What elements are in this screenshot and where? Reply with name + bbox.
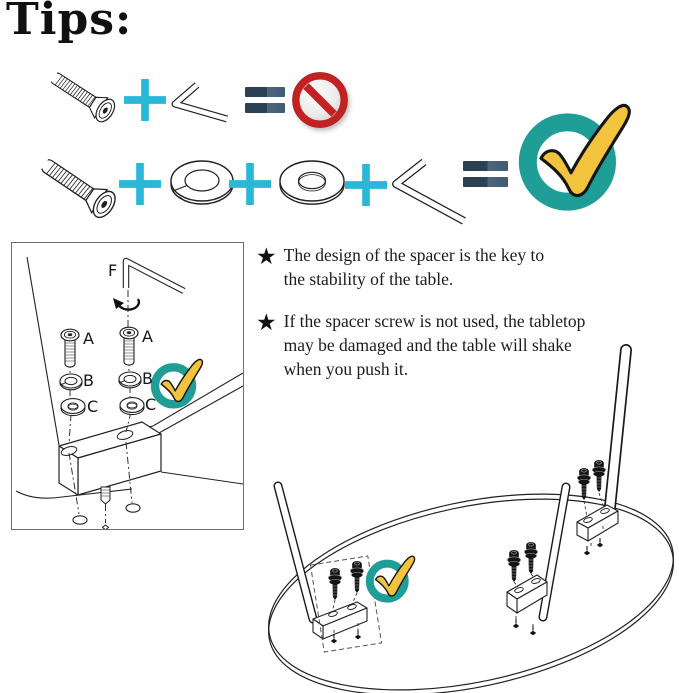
plus-icon [345,164,387,206]
screw-icon [120,327,138,365]
spacer-detail-drawing [12,243,243,529]
screw-icon [61,329,79,367]
screw-tip-marker [530,626,536,635]
screw-icon [577,468,590,500]
equals-icon [463,161,508,187]
flat-washer-icon [277,157,347,207]
note-line: The design of the spacer is the key to [283,245,545,265]
star-bullet-icon: ★ [256,243,277,269]
label-a: A [83,329,94,348]
table-leg [543,487,566,617]
plus-icon [119,163,161,205]
spring-washer-icon [167,157,237,207]
screw-icon [350,561,363,593]
table-leg [278,486,313,619]
spacer-block [313,602,367,639]
screw-icon [328,568,341,600]
screw-icon [524,542,537,574]
spacer-stud [101,487,110,504]
note-line: may be damaged and the table will shake [283,335,572,355]
label-c: C [145,395,157,414]
page-title: Tips: [6,0,133,45]
plus-icon [124,79,166,121]
screw-icon [45,63,127,133]
spacer-block [577,505,618,541]
check-badge-icon [370,556,415,598]
table-leg [610,350,626,507]
note-line: If the spacer screw is not used, the tabletop [283,311,586,331]
allen-key-icon [170,80,234,126]
note-line: the stability of the table. [283,269,454,289]
label-c: C [87,397,99,416]
screw-tip-marker [513,619,519,628]
spring-washer-icon [119,372,141,388]
flat-washer-icon [120,398,144,415]
flat-washer-icon [61,399,85,416]
screw-icon [592,460,605,492]
check-badge-icon [517,96,637,216]
screw-tip-marker [355,630,361,639]
table-assembly-illustration [255,340,679,693]
screw-icon [507,550,520,582]
allen-key-icon [126,261,184,291]
spring-washer-icon [60,374,82,390]
star-bullet-icon: ★ [256,309,277,335]
screw-tip-marker [597,538,603,547]
screw-icon [35,146,132,229]
check-badge-icon [155,359,202,404]
allen-key-icon [388,154,472,228]
label-f: F [108,261,118,280]
label-a: A [142,327,153,346]
screw-tip-marker [584,546,590,555]
equals-icon [245,87,285,113]
note-line: when you push it. [283,359,409,379]
prohibited-icon [292,72,348,128]
note-spacer-design [256,243,544,291]
plus-icon [229,163,271,205]
rotate-arrow-icon [113,298,139,310]
label-b: B [142,369,153,388]
label-b: B [83,371,94,390]
spacer-detail-inset [11,242,244,530]
